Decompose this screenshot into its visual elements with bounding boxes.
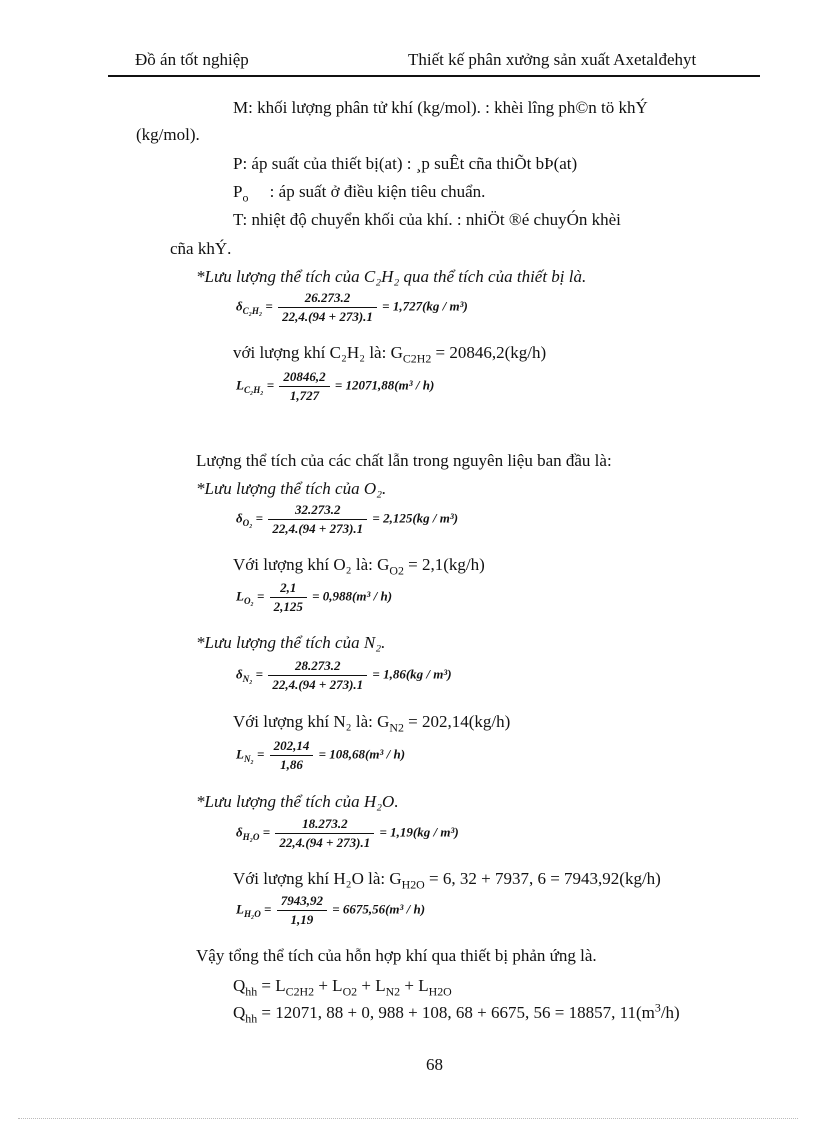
fraction	[279, 369, 329, 404]
formula-result: = 1,19(kg / m³)	[379, 824, 459, 840]
fraction	[270, 580, 307, 615]
l-sub: N2	[385, 984, 401, 999]
fraction	[278, 290, 377, 325]
n2-density-formula: $\delta_{N_2}$ = $\frac{28.273.2}{22,4.(94 + 273).1}$ = 1,86(kg / m³)	[236, 658, 452, 692]
n2-gas-line	[233, 712, 511, 735]
denominator: 1,86	[280, 757, 303, 772]
header-rule	[108, 75, 760, 77]
formula-sub: H₂O	[243, 909, 261, 920]
h2o-heading: *Lưu lượng thể tích của H₂O.	[196, 792, 399, 811]
delta-symbol: δ	[236, 824, 243, 840]
formula-sub: O₂	[243, 596, 254, 607]
denominator: 22,4.(94 + 273).1	[272, 677, 364, 692]
l-sub: O2	[342, 984, 358, 999]
formula-result: = 1,727(kg / m³)	[382, 298, 468, 314]
q-text: + L	[314, 976, 343, 995]
summary-q-formula	[233, 976, 452, 999]
numerator: 202,14	[270, 738, 314, 756]
n2-volume-formula: $L_{N_2}$ = $\frac{202,14}{1,86}$ = 108,68(m³ / h)	[236, 738, 406, 772]
denominator: 22,4.(94 + 273).1	[272, 521, 364, 536]
o2-volume-formula: $L_{O_2}$ = $\frac{2,1}{2,125}$ = 0,988(m³ / h)	[236, 580, 393, 614]
gas-text: Với lượng khí H₂O là: G	[233, 869, 402, 888]
numerator: 28.273.2	[268, 658, 367, 676]
summary-intro: Vậy tổng thể tích của hỗn hợp khí qua thiết bị phản ứng là.	[196, 946, 597, 965]
gas-sub: O2	[389, 563, 404, 578]
page-edge-divider	[18, 1118, 798, 1119]
gas-text: với lượng khí C₂H₂ là: G	[233, 343, 403, 362]
denominator: 1,19	[290, 912, 314, 927]
def-m-line1: M: khối lượng phân tử khí (kg/mol). : khèi lîng ph©n tö khÝ	[233, 98, 648, 117]
formula-sub: O₂	[242, 518, 253, 529]
fraction	[268, 658, 367, 693]
denominator: 22,4.(94 + 273).1	[282, 309, 373, 324]
header-left: Đồ án tốt nghiệp	[135, 50, 249, 69]
delta-symbol: δ	[236, 298, 243, 314]
formula-sub: H₂O	[242, 832, 260, 843]
gas-value: = 20846,2(kg/h)	[431, 343, 547, 362]
formula-result: = 12071,88(m³ / h)	[334, 377, 435, 393]
def-t-line1: T: nhiệt độ chuyển khối của khí. : nhiÖt ®é chuyÓn khèi	[233, 210, 621, 229]
fraction	[270, 738, 314, 773]
l-symbol: L	[236, 588, 244, 604]
impurities-intro: Lượng thể tích của các chất lẫn trong nguyên liệu ban đầu là:	[196, 451, 612, 470]
c2h2-density-formula: $\delta_{C_2H_2}$ = $\frac{26.273.2}{22,4.(94 + 273).1}$ = 1,727(kg / m³)	[236, 290, 468, 324]
gas-sub: H2O	[401, 877, 425, 892]
summary-q-value	[233, 1000, 680, 1026]
q-sub: hh	[245, 1011, 258, 1026]
c2h2-heading: *Lưu lượng thể tích của C₂H₂ qua thể tích của thiết bị là.	[196, 267, 587, 286]
header-right: Thiết kế phân xưởng sản xuất Axetalđehyt	[408, 50, 697, 69]
gas-text: Với lượng khí O₂ là: G	[233, 555, 390, 574]
gas-sub: C2H2	[402, 351, 432, 366]
c2h2-gas-line	[233, 343, 547, 366]
fraction	[275, 816, 374, 851]
po-text: : áp suất ở điều kiện tiêu chuẩn.	[269, 182, 486, 201]
def-p: P: áp suất của thiết bị(at) : ¸p suÊt cña thiÕt bÞ(at)	[233, 154, 578, 173]
numerator: 2,1	[270, 580, 307, 598]
po-sub: o	[242, 190, 249, 205]
q-text: = 12071, 88 + 0, 988 + 108, 68 + 6675, 56 = 18857, 11(m	[257, 1003, 655, 1022]
fraction	[268, 502, 367, 537]
n2-heading: *Lưu lượng thể tích của N₂.	[196, 633, 386, 652]
def-po	[233, 182, 486, 205]
page-number: 68	[426, 1055, 443, 1074]
formula-sub: N₂	[243, 754, 254, 765]
numerator: 32.273.2	[268, 502, 367, 520]
formula-sub: N₂	[242, 674, 253, 685]
l-symbol: L	[236, 746, 244, 762]
q-symbol: Q	[233, 1003, 246, 1022]
o2-density-formula: $\delta_{O_2}$ = $\frac{32.273.2}{22,4.(94 + 273).1}$ = 2,125(kg / m³)	[236, 502, 459, 536]
o2-heading: *Lưu lượng thể tích của O₂.	[196, 479, 387, 498]
formula-result: = 6675,56(m³ / h)	[332, 901, 426, 917]
q-symbol: Q	[233, 976, 246, 995]
denominator: 2,125	[273, 599, 303, 614]
q-sup: 3	[654, 1000, 661, 1015]
h2o-gas-line	[233, 869, 661, 892]
po-symbol: P	[233, 182, 243, 201]
denominator: 22,4.(94 + 273).1	[279, 835, 371, 850]
fraction	[277, 893, 327, 928]
q-text: + L	[400, 976, 429, 995]
q-sub: hh	[245, 984, 258, 999]
gas-value: = 2,1(kg/h)	[403, 555, 485, 574]
formula-sub: C₂H₂	[242, 306, 263, 317]
def-t-line2: cña khÝ.	[170, 239, 232, 258]
l-sub: H2O	[428, 984, 452, 999]
delta-symbol: δ	[236, 510, 243, 526]
def-m-line2: (kg/mol).	[136, 125, 200, 144]
l-symbol: L	[236, 901, 244, 917]
q-text: /h)	[660, 1003, 680, 1022]
gas-value: = 6, 32 + 7937, 6 = 7943,92(kg/h)	[424, 869, 661, 888]
numerator: 26.273.2	[278, 290, 377, 308]
formula-result: = 108,68(m³ / h)	[318, 746, 406, 762]
gas-text: Với lượng khí N₂ là: G	[233, 712, 390, 731]
o2-gas-line	[233, 555, 485, 578]
formula-result: = 1,86(kg / m³)	[372, 666, 452, 682]
numerator: 20846,2	[279, 369, 329, 387]
gas-sub: N2	[389, 720, 404, 735]
l-sub: C2H2	[285, 984, 315, 999]
formula-result: = 2,125(kg / m³)	[372, 510, 459, 526]
formula-result: = 0,988(m³ / h)	[312, 588, 393, 604]
delta-symbol: δ	[236, 666, 243, 682]
gas-value: = 202,14(kg/h)	[403, 712, 511, 731]
numerator: 18.273.2	[275, 816, 374, 834]
c2h2-volume-formula: $L_{C_2H_2}$ = $\frac{20846,2}{1,727}$ = 12071,88(m³ / h)	[236, 369, 435, 403]
q-text: = L	[257, 976, 286, 995]
h2o-density-formula: $\delta_{H_2O}$ = $\frac{18.273.2}{22,4.(94 + 273).1}$ = 1,19(kg / m³)	[236, 816, 459, 850]
q-text: + L	[357, 976, 386, 995]
h2o-volume-formula: $L_{H_2O}$ = $\frac{7943,92}{1,19}$ = 6675,56(m³ / h)	[236, 893, 426, 927]
numerator: 7943,92	[277, 893, 327, 911]
denominator: 1,727	[289, 388, 320, 403]
formula-sub: C₂H₂	[243, 385, 264, 396]
l-symbol: L	[236, 377, 244, 393]
